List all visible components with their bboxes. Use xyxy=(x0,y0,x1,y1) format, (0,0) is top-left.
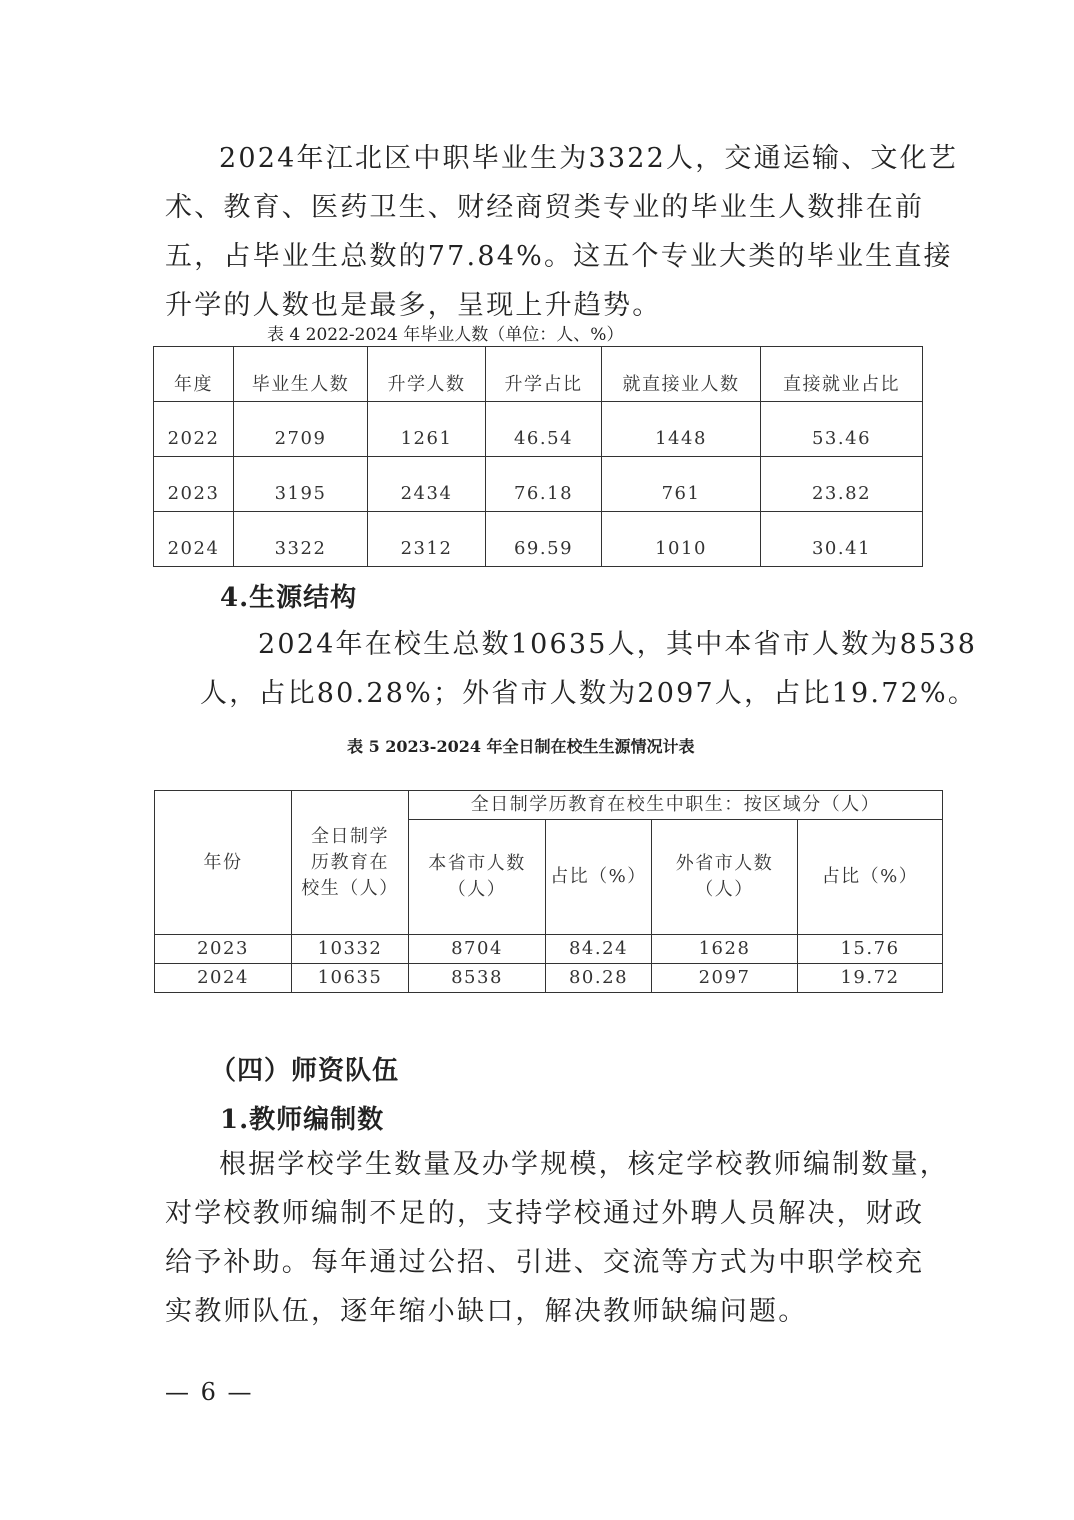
text-line: 实教师队伍，逐年缩小缺口，解决教师缺编问题。 xyxy=(165,1296,808,1327)
header-line: 本省市人数 xyxy=(428,853,526,874)
table-header xyxy=(292,791,409,935)
header-line: （人） xyxy=(447,879,507,900)
table-header: 年度 xyxy=(154,347,234,402)
text-line: 术、教育、医药卫生、财经商贸类专业的毕业生人数排在前 xyxy=(165,192,925,223)
table-row xyxy=(154,402,923,457)
table-cell: 761 xyxy=(602,457,761,512)
header-line: （人） xyxy=(695,879,754,900)
header-line: 外省市人数 xyxy=(675,853,774,874)
paragraph-teacher-staffing xyxy=(165,1140,949,1336)
table-row xyxy=(155,935,943,964)
table-header: 直接就业占比 xyxy=(761,347,923,402)
table-cell: 2022 xyxy=(154,402,234,457)
table5-student-source xyxy=(154,790,943,993)
table-header xyxy=(409,820,546,935)
table-header: 升学占比 xyxy=(486,347,602,402)
section-heading-teachers: （四）师资队伍 xyxy=(210,1056,400,1086)
table-cell: 2023 xyxy=(154,457,234,512)
table-cell: 30.41 xyxy=(761,512,923,567)
table-cell: 3195 xyxy=(234,457,368,512)
page-number: — 6 — xyxy=(165,1378,254,1406)
table-cell: 53.46 xyxy=(761,402,923,457)
table-row xyxy=(154,512,923,567)
table-cell: 2023 xyxy=(155,935,292,964)
table-cell: 2024 xyxy=(155,964,292,993)
table-row xyxy=(155,964,943,993)
table-header: 占比（%） xyxy=(546,820,652,935)
header-line: 全日制学 xyxy=(311,825,389,847)
text-line: 对学校教师编制不足的，支持学校通过外聘人员解决，财政 xyxy=(165,1198,925,1229)
text-line: 升学的人数也是最多，呈现上升趋势。 xyxy=(165,290,662,321)
table-cell: 2097 xyxy=(652,964,798,993)
table-cell: 2312 xyxy=(368,512,486,567)
text-line: 人，占比80.28%；外省市人数为2097人，占比19.72%。 xyxy=(200,678,978,709)
table-cell: 3322 xyxy=(234,512,368,567)
paragraph-source-structure xyxy=(200,620,978,718)
table-header: 年份 xyxy=(155,791,292,935)
table-header-row xyxy=(155,791,943,820)
table-cell: 76.18 xyxy=(486,457,602,512)
table-header-group: 全日制学历教育在校生中职生：按区域分（人） xyxy=(409,791,943,820)
table-header: 占比（%） xyxy=(798,820,943,935)
table5-caption: 表 5 2023-2024 年全日制在校生生源情况计表 xyxy=(347,737,695,756)
table-cell: 1261 xyxy=(368,402,486,457)
table-cell: 10635 xyxy=(292,964,409,993)
table-cell: 2434 xyxy=(368,457,486,512)
table-cell: 8538 xyxy=(409,964,546,993)
table4-caption: 表 4 2022-2024 年毕业人数（单位：人、%） xyxy=(267,325,624,345)
table-cell: 15.76 xyxy=(798,935,943,964)
table-cell: 2024 xyxy=(154,512,234,567)
table-cell: 84.24 xyxy=(546,935,652,964)
text-line: 五，占毕业生总数的77.84%。这五个专业大类的毕业生直接 xyxy=(165,241,953,272)
table-cell: 1628 xyxy=(652,935,798,964)
section-heading-source-structure: 4.生源结构 xyxy=(220,583,358,613)
table-header: 就直接业人数 xyxy=(602,347,761,402)
table-cell: 69.59 xyxy=(486,512,602,567)
header-line: 校生（人） xyxy=(301,877,399,899)
table-cell: 10332 xyxy=(292,935,409,964)
table-header: 升学人数 xyxy=(368,347,486,402)
table-cell: 46.54 xyxy=(486,402,602,457)
table-cell: 23.82 xyxy=(761,457,923,512)
table-header: 毕业生人数 xyxy=(234,347,368,402)
table-cell: 80.28 xyxy=(546,964,652,993)
table-cell: 2709 xyxy=(234,402,368,457)
table-cell: 1010 xyxy=(602,512,761,567)
table-header xyxy=(652,820,798,935)
table-row xyxy=(154,457,923,512)
table4-graduates xyxy=(153,346,923,567)
table-header-row xyxy=(154,347,923,402)
text-line: 根据学校学生数量及办学规模，核定学校教师编制数量， xyxy=(219,1149,949,1180)
header-line: 历教育在 xyxy=(311,851,389,873)
table-cell: 19.72 xyxy=(798,964,943,993)
table-cell: 1448 xyxy=(602,402,761,457)
text-line: 2024年江北区中职毕业生为3322人，交通运输、文化艺 xyxy=(219,143,959,174)
subheading-teacher-staffing: 1.教师编制数 xyxy=(220,1105,385,1135)
text-line: 2024年在校生总数10635人，其中本省市人数为8538 xyxy=(258,629,978,660)
paragraph-graduates xyxy=(165,134,959,330)
text-line: 给予补助。每年通过公招、引进、交流等方式为中职学校充 xyxy=(165,1247,925,1278)
table-cell: 8704 xyxy=(409,935,546,964)
